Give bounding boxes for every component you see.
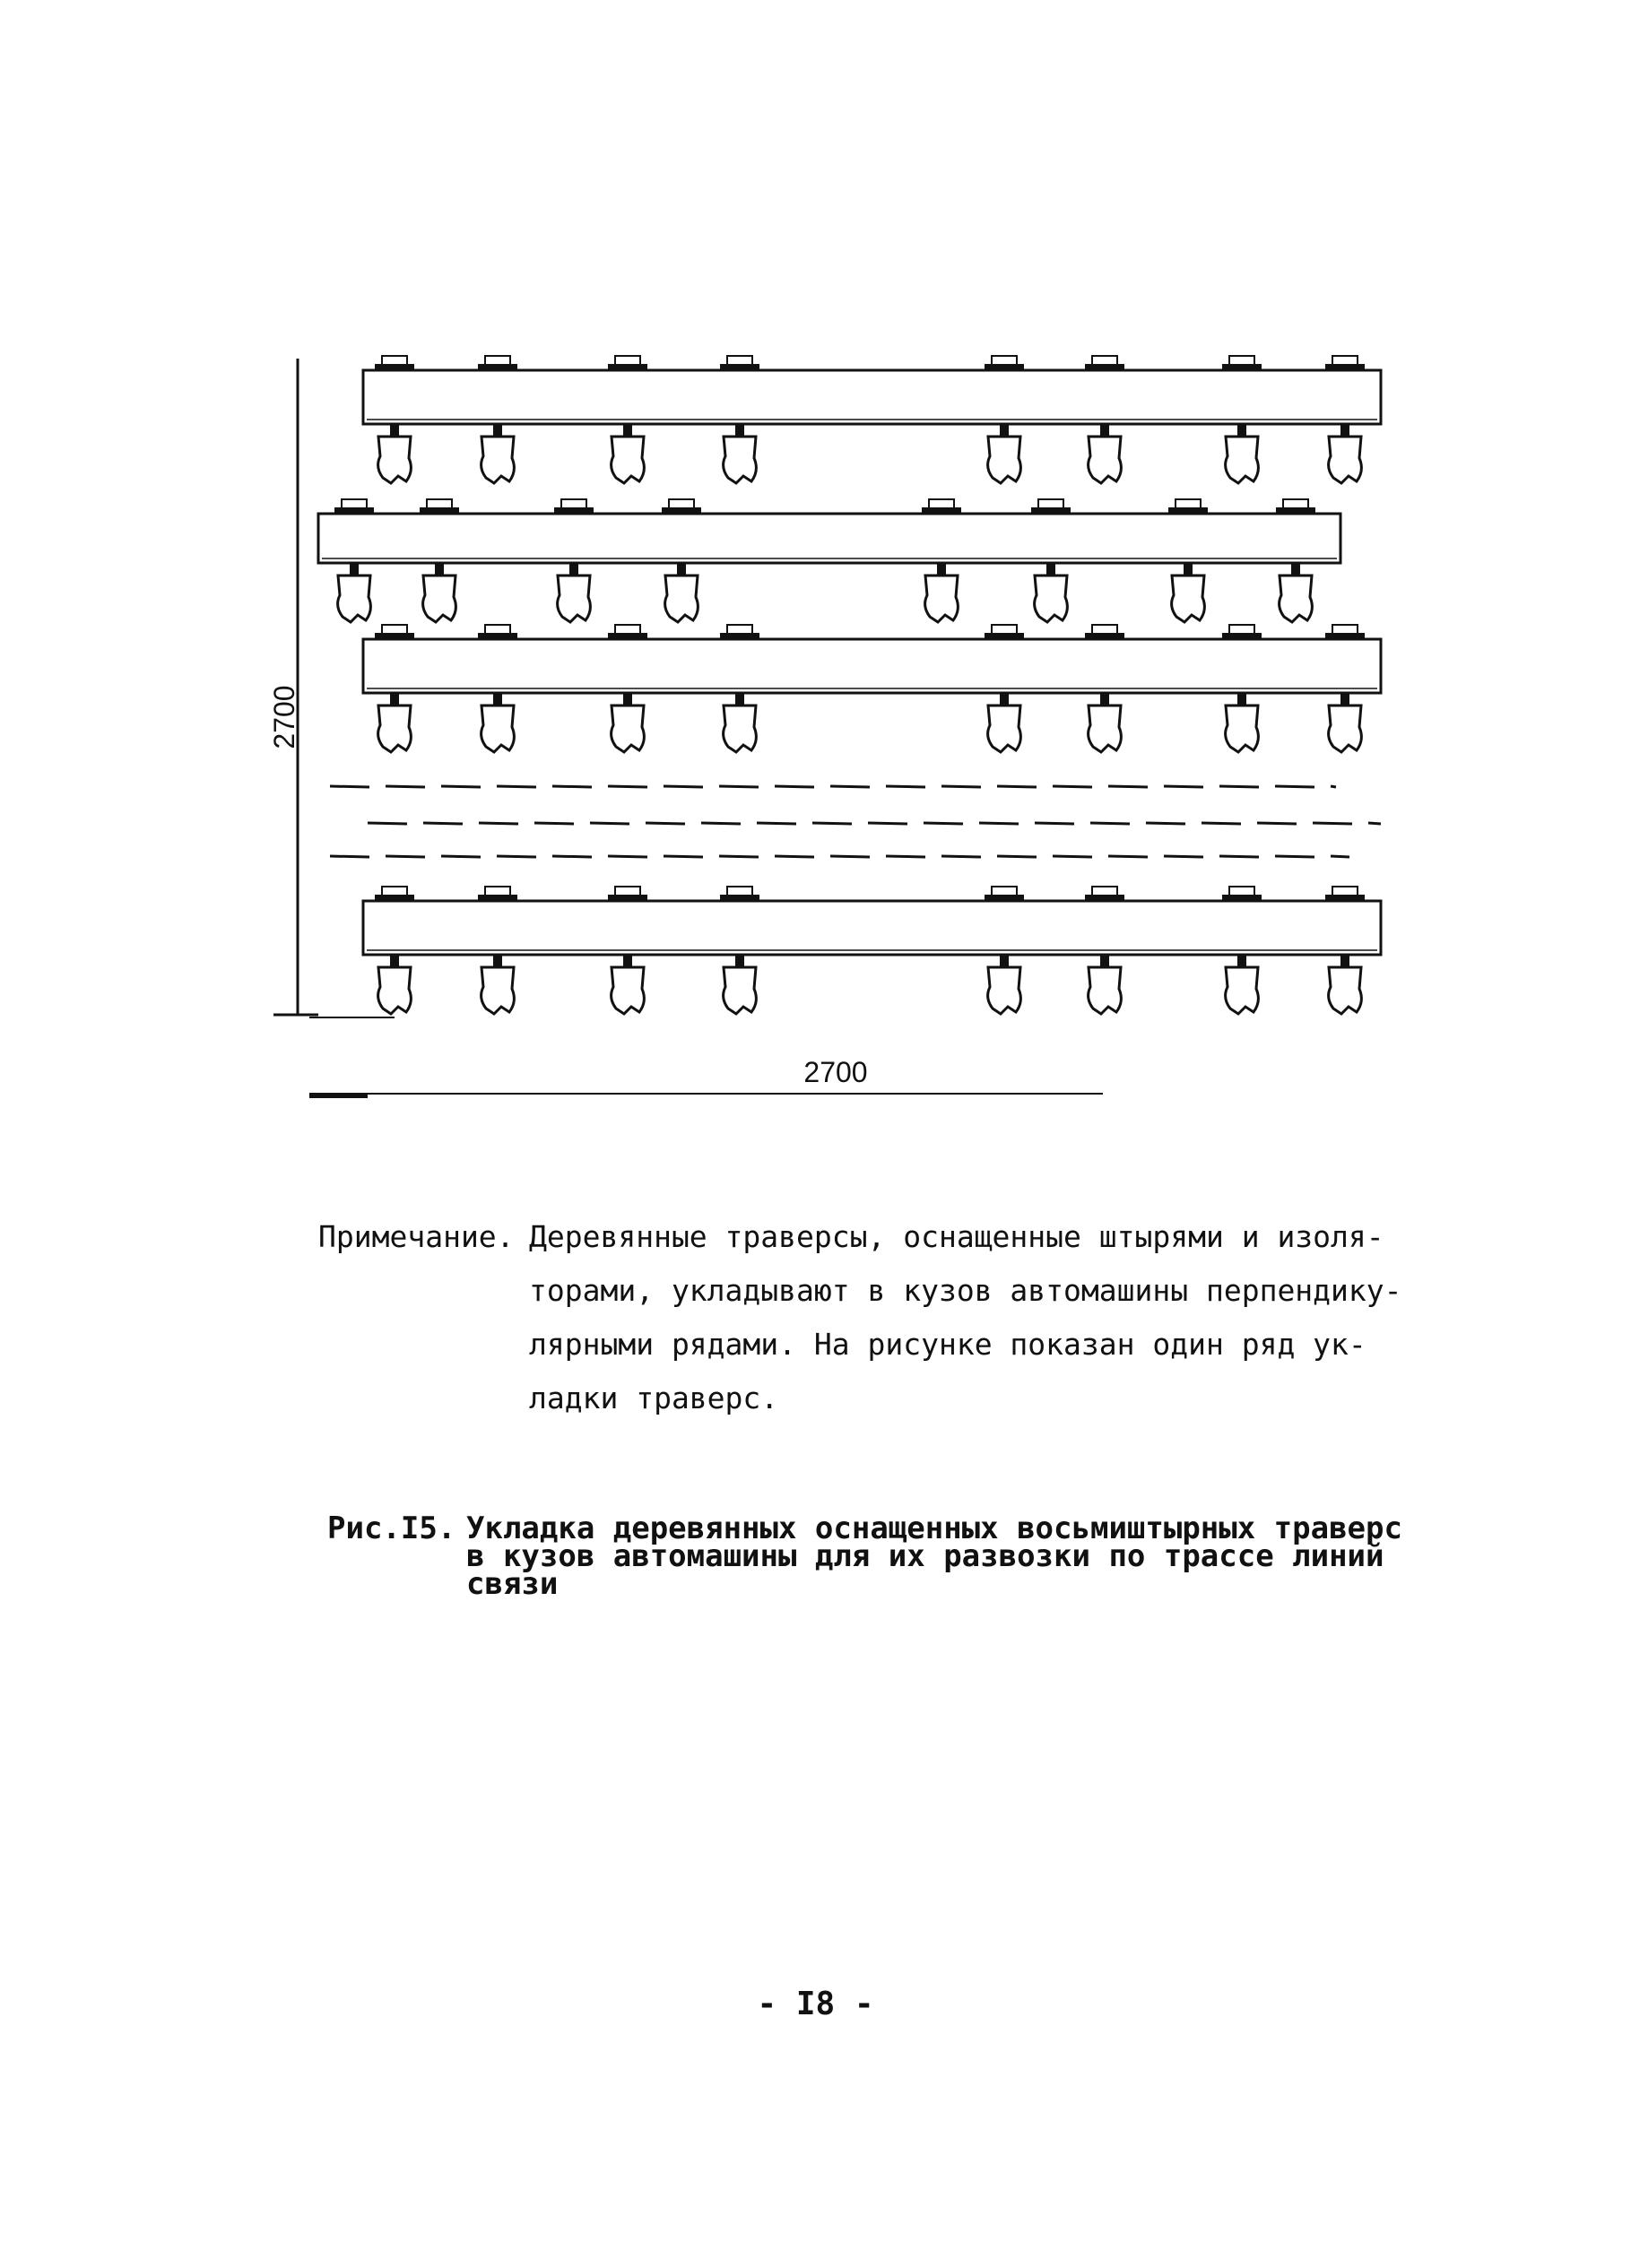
pin-stem [735,693,744,706]
pin-cap [382,356,407,365]
pin-base [375,364,414,370]
insulator-icon [338,576,371,622]
dash-mark [812,823,852,824]
pin-stem [1000,693,1009,706]
crossarm-rows [318,356,1381,1014]
pin-base [420,507,459,514]
pin-stem [1100,955,1109,967]
insulator-icon [423,576,456,622]
pin-stem [1046,563,1055,576]
pin-stem [623,955,632,967]
dash-mark [830,786,870,787]
insulator-icon [1172,576,1205,622]
pin-base [1222,364,1262,370]
pin-cap [727,887,752,896]
pin-base [1276,507,1315,514]
pin-stem [677,563,686,576]
insulator-icon [925,576,959,622]
pin-base [720,364,759,370]
pin-base [478,895,517,901]
dash-mark [646,823,685,824]
pin-base [1325,895,1365,901]
figure-caption-text: Укладка деревянных оснащенных восьмиштырных траверс в кузов автомашины для их развозки по трассе линий связи [466,1511,1402,1602]
dash-mark [590,823,629,824]
pin-stem [390,693,399,706]
crossarm [363,356,1381,483]
pin-stem [1291,563,1300,576]
dash-mark [1108,786,1148,787]
vertical-dimension-label: 2700 [268,685,300,749]
dash-mark [1053,786,1092,787]
dash-mark [1368,823,1381,824]
pin-cap [1176,499,1201,508]
pin-cap [1332,887,1358,896]
pin-cap [1229,887,1254,896]
pin-base [1168,507,1208,514]
pin-base [1031,507,1071,514]
pin-cap [1332,625,1358,634]
pin-stem [1340,955,1349,967]
pin-stem [390,424,399,437]
pin-stem [1340,693,1349,706]
dash-mark [1164,786,1203,787]
insulator-icon [1226,437,1259,483]
dash-mark [1202,823,1241,824]
dash-mark [1164,856,1203,857]
pin-base [720,633,759,639]
dash-mark [497,856,536,857]
insulator-icon [612,706,645,752]
pin-cap [485,625,510,634]
insulator-icon [1280,576,1313,622]
dash-mark [441,856,481,857]
crossarm-beam [363,639,1381,693]
insulator-icon [724,967,757,1014]
dash-mark [1275,786,1314,787]
crossarm-beam [363,901,1381,955]
dash-mark [608,786,647,787]
note-text: Деревянные траверсы, оснащенные штырями и изоля- торами, укладывают в кузов автомашины перпендику- лярными рядами. На рисунке показан один ряд ук- ладки траверс. [529,1219,1402,1415]
pin-cap [485,356,510,365]
insulator-icon [612,437,645,483]
dash-mark [997,856,1037,857]
pin-base [1325,364,1365,370]
insulator-icon [378,706,412,752]
pin-base [985,633,1024,639]
insulator-icon [481,706,515,752]
dash-mark [552,786,592,787]
pin-stem [735,424,744,437]
insulator-icon [1329,437,1362,483]
dash-mark [386,856,425,857]
dash-mark [1331,786,1336,787]
pin-base [375,633,414,639]
insulator-icon [1226,706,1259,752]
insulator-icon [988,706,1021,752]
pin-stem [390,955,399,967]
pin-base [985,895,1024,901]
crossarm [363,625,1381,752]
dash-mark [330,786,369,787]
dash-mark [1219,786,1259,787]
pin-stem [1237,693,1246,706]
pin-base [608,633,647,639]
pin-stem [350,563,359,576]
pin-cap [1332,356,1358,365]
pin-cap [992,887,1017,896]
insulator-icon [1226,967,1259,1014]
dash-mark [330,856,369,857]
crossarm-beam [363,370,1381,424]
pin-cap [1283,499,1308,508]
insulator-icon [665,576,698,622]
pin-cap [615,356,640,365]
pin-stem [435,563,444,576]
pin-base [608,364,647,370]
dash-mark [664,856,703,857]
dash-mark [1090,823,1130,824]
dash-mark [534,823,574,824]
pin-base [334,507,374,514]
insulator-icon [724,437,757,483]
dash-mark [719,856,759,857]
pin-stem [623,693,632,706]
insulator-icon [1329,706,1362,752]
pin-stem [1184,563,1193,576]
pin-stem [493,955,502,967]
pin-cap [427,499,452,508]
stacking-dashed-lines [330,786,1381,857]
pin-cap [615,625,640,634]
dash-mark [608,856,647,857]
dash-mark [979,823,1019,824]
pin-base [554,507,594,514]
dash-mark [479,823,518,824]
dash-mark [386,786,425,787]
dash-mark [1035,823,1074,824]
pin-base [1085,633,1124,639]
pin-cap [561,499,586,508]
pin-cap [992,625,1017,634]
pin-stem [1340,424,1349,437]
dash-mark [423,823,463,824]
dash-mark [886,856,925,857]
dash-mark [497,786,536,787]
insulator-icon [988,967,1021,1014]
insulator-icon [378,967,412,1014]
pin-base [720,895,759,901]
pin-base [1325,633,1365,639]
dash-mark [368,823,407,824]
dash-mark [1219,856,1259,857]
pin-stem [1237,424,1246,437]
dash-mark [941,786,981,787]
pin-cap [485,887,510,896]
dash-mark [1331,856,1349,857]
pin-cap [382,625,407,634]
pin-cap [615,887,640,896]
insulator-icon [1035,576,1068,622]
horizontal-dimension-label: 2700 [803,1056,868,1088]
pin-stem [1000,424,1009,437]
pin-cap [1038,499,1063,508]
insulator-icon [1089,706,1122,752]
pin-stem [493,424,502,437]
dash-mark [1053,856,1092,857]
dash-mark [441,786,481,787]
pin-base [1085,895,1124,901]
pin-cap [1092,625,1117,634]
pin-stem [623,424,632,437]
dash-mark [719,786,759,787]
pin-base [478,633,517,639]
dash-mark [775,856,814,857]
dash-mark [701,823,741,824]
insulator-icon [1329,967,1362,1014]
crossarm [318,499,1340,622]
pin-base [985,364,1024,370]
dash-mark [886,786,925,787]
pin-stem [1237,955,1246,967]
dash-mark [1257,823,1297,824]
dash-mark [997,786,1037,787]
pin-base [608,895,647,901]
dash-mark [1275,856,1314,857]
insulator-icon [558,576,591,622]
dash-mark [775,786,814,787]
pin-base [1085,364,1124,370]
dash-mark [552,856,592,857]
dash-mark [1146,823,1185,824]
pin-base [478,364,517,370]
pin-cap [1092,356,1117,365]
note-label: Примечание. [318,1219,515,1254]
pin-cap [992,356,1017,365]
pin-cap [669,499,694,508]
insulator-icon [481,437,515,483]
insulator-icon [1089,437,1122,483]
pin-stem [493,693,502,706]
pin-stem [1100,424,1109,437]
dash-mark [830,856,870,857]
pin-base [1222,633,1262,639]
pin-stem [569,563,578,576]
dash-mark [757,823,796,824]
pin-base [375,895,414,901]
pin-stem [937,563,946,576]
crossarm [363,887,1381,1014]
pin-stem [1000,955,1009,967]
dash-mark [1313,823,1352,824]
insulator-icon [724,706,757,752]
figure-caption-label: Рис.I5. [327,1511,456,1546]
pin-cap [929,499,954,508]
pin-cap [382,887,407,896]
pin-cap [727,356,752,365]
insulator-icon [612,967,645,1014]
dash-mark [941,856,981,857]
dash-mark [868,823,907,824]
pin-base [1222,895,1262,901]
insulator-icon [1089,967,1122,1014]
crossarm-beam [318,514,1340,563]
pin-base [662,507,701,514]
pin-cap [1092,887,1117,896]
insulator-icon [481,967,515,1014]
pin-cap [1229,356,1254,365]
pin-stem [1100,693,1109,706]
pin-cap [1229,625,1254,634]
page-number: - I8 - [757,1986,874,2022]
pin-base [922,507,961,514]
dash-mark [1108,856,1148,857]
dash-mark [664,786,703,787]
pin-cap [727,625,752,634]
insulator-icon [378,437,412,483]
pin-cap [342,499,367,508]
insulator-icon [988,437,1021,483]
pin-stem [735,955,744,967]
dash-mark [924,823,963,824]
